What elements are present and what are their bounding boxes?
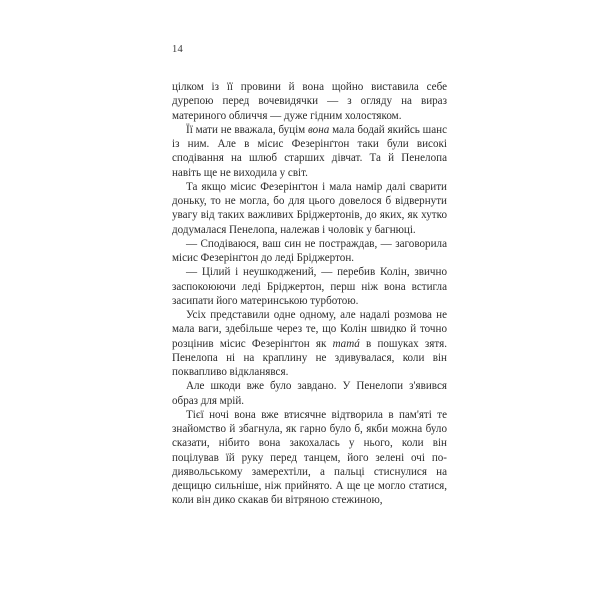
- body-paragraph: [172, 123, 447, 180]
- text-block: [172, 80, 447, 508]
- dialogue-paragraph: [172, 265, 447, 308]
- body-paragraph: [172, 308, 447, 379]
- text-run: Її мати не вважала, буцім: [186, 123, 309, 136]
- body-paragraph: [172, 80, 447, 123]
- emphasis-text: mamá: [332, 337, 360, 350]
- text-run: в пошуках зятя. Пенелопа ні на краплину не здивувалася, коли він поквапливо відкланявся.: [172, 337, 447, 378]
- page-number: 14: [172, 44, 183, 55]
- text-run: Усіх представили одне одному, але надалі розмова не мала ваги, здебільше через те, що Колін швидко й точно розцінив місис Фезерінґтон як: [172, 309, 447, 350]
- text-run: — Цілий і неушкоджений, — перебив Колін, звично заспокоюючи леді Бріджертон, перш ніж вона встигла засипати його материнською турботою.: [172, 266, 447, 307]
- text-run: Тієї ночі вона вже втисячне відтворила в пам'яті те знайомство й збагнула, як гарно було б, якби можна було сказати, нібито вона закохалась у нього, коли він поцілував їй руку перед танцем, його зелені очі по-диявольському замерехтіли, а пальці стиснулися на дещицю сильніше, ніж прийнято. А ще це могло статися, коли він дико скакав би вітряною стежиною,: [172, 408, 447, 507]
- dialogue-paragraph: [172, 237, 447, 266]
- text-run: — Сподіваюся, ваш син не постраждав, — заговорила місис Фезерінґтон до леді Бріджертон.: [172, 237, 447, 264]
- text-run: мала бодай якийсь шанс із ним. Але в місис Фезерінґтон таки були високі сподівання на шлюб старших дівчат. Та й Пенелопа навіть ще не виходила у світ.: [172, 123, 447, 179]
- body-paragraph: [172, 408, 447, 508]
- body-paragraph: [172, 379, 447, 408]
- emphasis-text: вона: [308, 123, 330, 136]
- text-run: цілком із її провини й вона щойно виставила себе дурепою перед вочевидячки — з огляду на вираз материного обличчя — дуже гідним холостяком.: [172, 81, 447, 122]
- text-run: Та якщо місис Фезерінґтон і мала намір далі сварити доньку, то не могла, бо для цього довелося б відвернути увагу від таких важливих Бріджертонів, до яких, як хутко додумалася Пенелопа, належав і чоловік у багнюці.: [172, 180, 447, 236]
- text-run: Але шкоди вже було завдано. У Пенелопи з'явився образ для мрій.: [172, 380, 447, 407]
- body-paragraph: [172, 180, 447, 237]
